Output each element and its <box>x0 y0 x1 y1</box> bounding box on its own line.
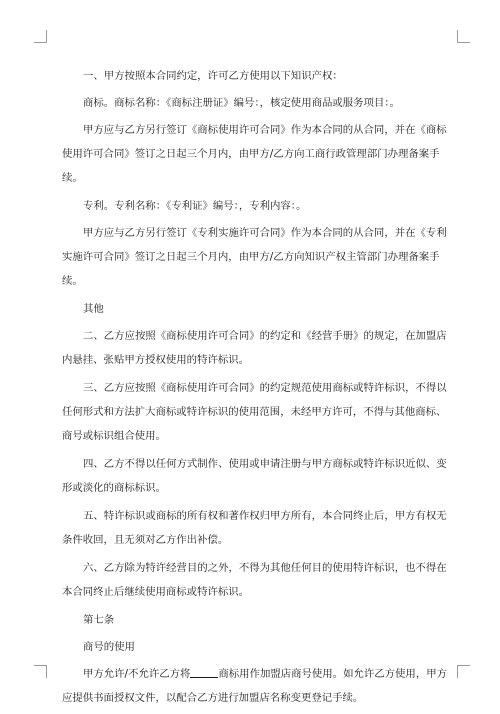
trademark-contract-note: 甲方应与乙方另行签订《商标使用许可合同》作为本合同的从合同，并在《商标使用许可合同》签订之日起三个月内，由甲方/乙方向工商行政管理部门办理备案手续。 <box>62 124 447 184</box>
patent-contract-note: 甲方应与乙方另行签订《专利实施许可合同》作为本合同的从合同，并在《专利实施许可合同》签订之日起三个月内，由甲方/乙方向知识产权主管部门办理备案手续。 <box>62 227 447 287</box>
clause-6: 六、乙方除为特许经营目的之外，不得为其他任何目的使用特许标识，也不得在本合同终止后继续使用商标或特许标识。 <box>62 562 447 598</box>
other-item: 其他 <box>83 303 104 315</box>
trade-name-usage-heading: 商号的使用 <box>83 641 135 653</box>
trade-name-clause <box>62 662 452 710</box>
clause-1-intro: 一、甲方按照本合同约定，许可乙方使用以下知识产权： <box>83 70 343 82</box>
trademark-item: 商标。商标名称：《商标注册证》编号：，核定使用商品或服务项目：。 <box>83 97 400 109</box>
crop-mark-bottom-right <box>457 665 470 678</box>
article-7-heading: 第七条 <box>83 614 115 626</box>
document-body <box>62 64 452 714</box>
crop-mark-top-left <box>34 30 47 43</box>
crop-mark-top-right <box>457 30 470 43</box>
trade-name-clause-end: 商标用作加盟店商号使用。如允许乙方使用，甲方应提供书面授权文件，以配合乙方进行加盟店名称变更登记手续。 <box>62 668 447 704</box>
trade-name-clause-start: 甲方允许/不允许乙方将 <box>83 668 191 680</box>
patent-item: 专利。专利名称：《专利证》编号：，专利内容：。 <box>83 200 307 212</box>
crop-mark-bottom-left <box>34 665 47 678</box>
clause-3: 三、乙方应按照《商标使用许可合同》的约定规范使用商标或特许标识，不得以任何形式和方法扩大商标或特许标识的使用范围，未经甲方许可，不得与其他商标、商号或标识组合使用。 <box>62 382 447 442</box>
fill-in-blank <box>190 667 218 678</box>
clause-4: 四、乙方不得以任何方式制作、使用或申请注册与甲方商标或特许标识近似、变形或淡化的商标标识。 <box>62 458 447 494</box>
clause-5: 五、特许标识或商标的所有权和著作权归甲方所有，本合同终止后，甲方有权无条件收回，且无须对乙方作出补偿。 <box>62 510 447 546</box>
clause-2: 二、乙方应按照《商标使用许可合同》的约定和《经营手册》的规定，在加盟店内悬挂、张贴甲方授权使用的特许标识。 <box>62 330 447 366</box>
